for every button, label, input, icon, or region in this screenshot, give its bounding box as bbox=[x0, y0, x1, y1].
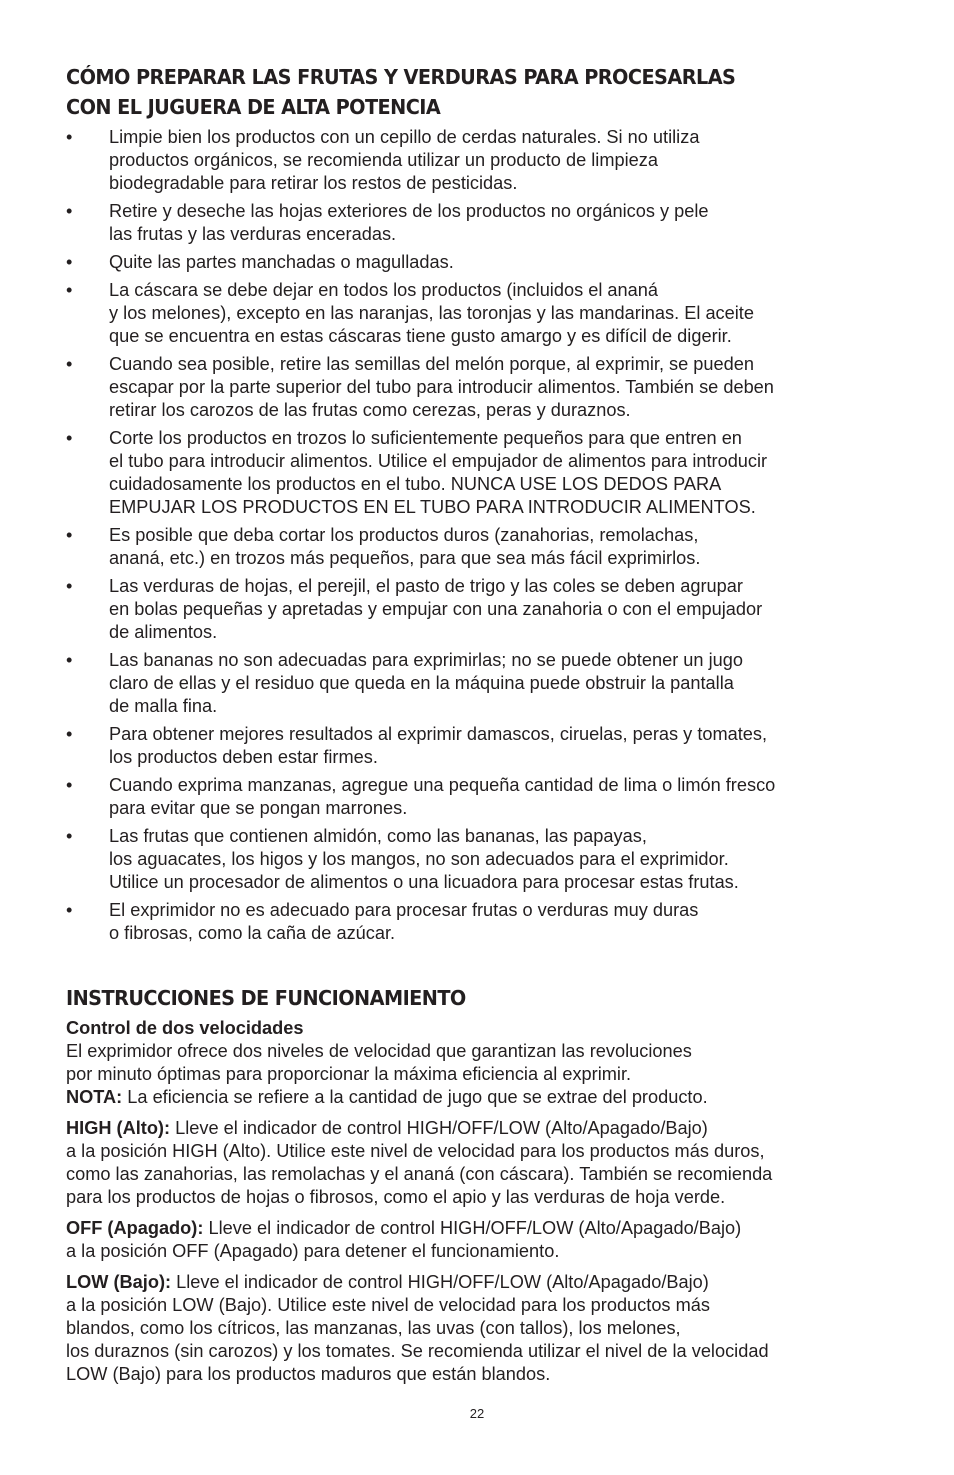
bullet-text-line: Cuando exprima manzanas, agregue una pequeña cantidad de lima o limón fresco bbox=[109, 775, 776, 795]
subheading-speed-control: Control de dos velocidades bbox=[66, 1018, 304, 1038]
bullet-text-line: el tubo para introducir alimentos. Utilice el empujador de alimentos para introducir bbox=[109, 451, 768, 471]
low-speed-paragraph bbox=[66, 1271, 896, 1386]
bullet-icon: • bbox=[66, 280, 73, 300]
bullet-item bbox=[66, 427, 896, 519]
high-line: para los productos de hojas o fibrosos, como el apio y las verduras de hoja verde. bbox=[66, 1187, 726, 1207]
bullet-text-line: Para obtener mejores resultados al exprimir damascos, ciruelas, peras y tomates, bbox=[109, 724, 768, 744]
low-line: a la posición LOW (Bajo). Utilice este nivel de velocidad para los productos más bbox=[66, 1295, 710, 1315]
bullet-text-line: productos orgánicos, se recomienda utilizar un producto de limpieza bbox=[109, 150, 658, 170]
bullet-text-line: Utilice un procesador de alimentos o una licuadora para procesar estas frutas. bbox=[109, 872, 739, 892]
bullet-text-line: o fibrosas, como la caña de azúcar. bbox=[109, 923, 396, 943]
high-line: como las zanahorias, las remolachas y el ananá (con cáscara). También se recomienda bbox=[66, 1164, 773, 1184]
off-first-line: Lleve el indicador de control HIGH/OFF/LOW (Alto/Apagado/Bajo) bbox=[203, 1218, 742, 1238]
bullet-text-line: Corte los productos en trozos lo suficientemente pequeños para que entren en bbox=[109, 428, 742, 448]
low-line: LOW (Bajo) para los productos maduros que están blandos. bbox=[66, 1364, 551, 1384]
bullet-text-line: EMPUJAR LOS PRODUCTOS EN EL TUBO PARA INTRODUCIR ALIMENTOS. bbox=[109, 497, 756, 517]
note-text: La eficiencia se refiere a la cantidad de jugo que se extrae del producto. bbox=[122, 1087, 708, 1107]
bullet-item bbox=[66, 649, 896, 718]
low-line: los duraznos (sin carozos) y los tomates. Se recomienda utilizar el nivel de la velocidad bbox=[66, 1341, 769, 1361]
high-line: a la posición HIGH (Alto). Utilice este nivel de velocidad para los productos más duros, bbox=[66, 1141, 765, 1161]
bullet-text-line: La cáscara se debe dejar en todos los productos (incluidos el ananá bbox=[109, 280, 659, 300]
note-line bbox=[66, 1086, 896, 1109]
bullet-text-line: Es posible que deba cortar los productos duros (zanahorias, remolachas, bbox=[109, 525, 699, 545]
bullet-item bbox=[66, 353, 896, 422]
section-title-preparation bbox=[66, 62, 846, 122]
bullet-icon: • bbox=[66, 201, 73, 221]
high-label: HIGH (Alto): bbox=[66, 1118, 171, 1138]
off-paragraph bbox=[66, 1217, 896, 1263]
bullet-text-line: cuidadosamente los productos en el tubo. NUNCA USE LOS DEDOS PARA bbox=[109, 474, 722, 494]
bullet-text-line: para evitar que se pongan marrones. bbox=[109, 798, 408, 818]
title-line: CÓMO PREPARAR LAS FRUTAS Y VERDURAS PARA PROCESARLAS bbox=[66, 65, 736, 89]
note-label: NOTA: bbox=[66, 1087, 123, 1107]
page-content bbox=[66, 62, 896, 1394]
bullet-icon: • bbox=[66, 428, 73, 448]
bullet-icon: • bbox=[66, 525, 73, 545]
bullet-icon: • bbox=[66, 127, 73, 147]
low-line: blandos, como los cítricos, las manzanas, las uvas (con tallos), los melones, bbox=[66, 1318, 681, 1338]
low-label: LOW (Bajo): bbox=[66, 1272, 172, 1292]
bullet-icon: • bbox=[66, 650, 73, 670]
bullet-text-line: ananá, etc.) en trozos más pequeños, para que sea más fácil exprimirlos. bbox=[109, 548, 701, 568]
bullet-text-line: los aguacates, los higos y los mangos, no son adecuados para el exprimidor. bbox=[109, 849, 729, 869]
bullet-text-line: biodegradable para retirar los restos de pesticidas. bbox=[109, 173, 518, 193]
bullet-item bbox=[66, 524, 896, 570]
bullet-text-line: de alimentos. bbox=[109, 622, 218, 642]
title-line: CON EL JUGUERA DE ALTA POTENCIA bbox=[66, 95, 441, 119]
low-first-line: Lleve el indicador de control HIGH/OFF/LOW (Alto/Apagado/Bajo) bbox=[171, 1272, 709, 1292]
high-speed-paragraph bbox=[66, 1117, 896, 1209]
bullet-text-line: y los melones), excepto en las naranjas, las toronjas y las mandarinas. El aceite bbox=[109, 303, 754, 323]
bullet-item bbox=[66, 825, 896, 894]
bullet-item bbox=[66, 899, 896, 945]
bullet-text-line: en bolas pequeñas y apretadas y empujar con una zanahoria o con el empujador bbox=[109, 599, 763, 619]
bullet-text-line: Cuando sea posible, retire las semillas del melón porque, al exprimir, se pueden bbox=[109, 354, 754, 374]
bullet-text-line: de malla fina. bbox=[109, 696, 218, 716]
bullet-item bbox=[66, 575, 896, 644]
bullet-text-line: escapar por la parte superior del tubo para introducir alimentos. También se deben bbox=[109, 377, 774, 397]
intro-line: El exprimidor ofrece dos niveles de velocidad que garantizan las revoluciones bbox=[66, 1041, 692, 1061]
bullet-item bbox=[66, 774, 896, 820]
bullet-item bbox=[66, 200, 896, 246]
off-line: a la posición OFF (Apagado) para detener el funcionamiento. bbox=[66, 1241, 560, 1261]
bullet-item bbox=[66, 251, 896, 274]
bullet-text-line: El exprimidor no es adecuado para procesar frutas o verduras muy duras bbox=[109, 900, 699, 920]
intro-line: por minuto óptimas para proporcionar la máxima eficiencia al exprimir. bbox=[66, 1064, 632, 1084]
bullet-text-line: las frutas y las verduras enceradas. bbox=[109, 224, 397, 244]
bullet-text-line: Retire y deseche las hojas exteriores de los productos no orgánicos y pele bbox=[109, 201, 709, 221]
bullet-text-line: claro de ellas y el residuo que queda en la máquina puede obstruir la pantalla bbox=[109, 673, 734, 693]
speed-control-paragraph bbox=[66, 1017, 896, 1109]
bullet-text-line: Limpie bien los productos con un cepillo de cerdas naturales. Si no utiliza bbox=[109, 127, 700, 147]
bullet-item bbox=[66, 723, 896, 769]
bullet-text-line: que se encuentra en estas cáscaras tiene gusto amargo y es difícil de digerir. bbox=[109, 326, 732, 346]
off-label: OFF (Apagado): bbox=[66, 1218, 204, 1238]
page-number: 22 bbox=[469, 1406, 485, 1421]
preparation-bullet-list bbox=[66, 126, 896, 945]
bullet-item bbox=[66, 126, 896, 195]
bullet-icon: • bbox=[66, 826, 73, 846]
bullet-icon: • bbox=[66, 724, 73, 744]
bullet-text-line: Las bananas no son adecuadas para exprimirlas; no se puede obtener un jugo bbox=[109, 650, 743, 670]
bullet-icon: • bbox=[66, 252, 73, 272]
section-title-operation: INSTRUCCIONES DE FUNCIONAMIENTO bbox=[66, 986, 466, 1010]
bullet-text-line: los productos deben estar firmes. bbox=[109, 747, 378, 767]
bullet-item bbox=[66, 279, 896, 348]
bullet-text-line: Las frutas que contienen almidón, como las bananas, las papayas, bbox=[109, 826, 647, 846]
bullet-icon: • bbox=[66, 900, 73, 920]
bullet-icon: • bbox=[66, 354, 73, 374]
bullet-text-line: Las verduras de hojas, el perejil, el pasto de trigo y las coles se deben agrupar bbox=[109, 576, 743, 596]
high-first-line: Lleve el indicador de control HIGH/OFF/LOW (Alto/Apagado/Bajo) bbox=[170, 1118, 708, 1138]
bullet-text-line: Quite las partes manchadas o magulladas. bbox=[109, 252, 454, 272]
bullet-icon: • bbox=[66, 775, 73, 795]
bullet-icon: • bbox=[66, 576, 73, 596]
bullet-text-line: retirar los carozos de las frutas como cerezas, peras y duraznos. bbox=[109, 400, 631, 420]
